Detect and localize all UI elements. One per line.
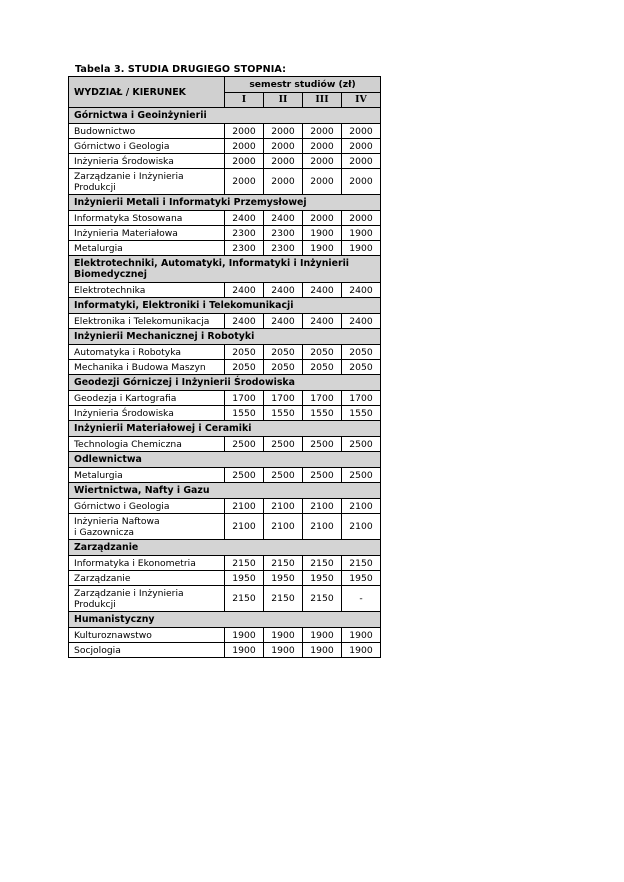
program-row bbox=[69, 139, 381, 154]
faculty-name: Wiertnictwa, Nafty i Gazu bbox=[69, 483, 381, 499]
faculty-row bbox=[69, 329, 381, 345]
fee-semester-4: 2000 bbox=[342, 169, 381, 195]
table-caption: Tabela 3. STUDIA DRUGIEGO STOPNIA: bbox=[75, 64, 287, 75]
fee-semester-1: 2400 bbox=[225, 211, 264, 226]
program-name: Mechanika i Budowa Maszyn bbox=[69, 360, 225, 375]
fee-semester-2: 2400 bbox=[264, 283, 303, 298]
fee-semester-3: 2050 bbox=[303, 360, 342, 375]
fee-semester-1: 2300 bbox=[225, 226, 264, 241]
fee-semester-4: 1900 bbox=[342, 241, 381, 256]
faculty-name: Zarządzanie bbox=[69, 540, 381, 556]
program-name: Inżynieria Materiałowa bbox=[69, 226, 225, 241]
fee-semester-3: 2400 bbox=[303, 314, 342, 329]
program-row bbox=[69, 241, 381, 256]
fee-semester-4: 2000 bbox=[342, 154, 381, 169]
fee-semester-2: 2000 bbox=[264, 124, 303, 139]
fee-semester-2: 2050 bbox=[264, 360, 303, 375]
fee-semester-3: 2150 bbox=[303, 586, 342, 612]
fee-semester-4: 2050 bbox=[342, 360, 381, 375]
faculty-row bbox=[69, 195, 381, 211]
program-row bbox=[69, 124, 381, 139]
fee-semester-1: 2000 bbox=[225, 139, 264, 154]
fee-semester-4: 2000 bbox=[342, 139, 381, 154]
fee-semester-2: 2000 bbox=[264, 154, 303, 169]
fee-semester-2: 2400 bbox=[264, 211, 303, 226]
program-name: Metalurgia bbox=[69, 241, 225, 256]
fee-semester-4: 1700 bbox=[342, 391, 381, 406]
fee-semester-1: 2000 bbox=[225, 169, 264, 195]
program-row bbox=[69, 628, 381, 643]
program-row bbox=[69, 406, 381, 421]
semester-header-4: IV bbox=[342, 92, 381, 108]
program-row bbox=[69, 514, 381, 540]
semester-group-header: semestr studiów (zł) bbox=[225, 77, 381, 93]
fee-semester-1: 1550 bbox=[225, 406, 264, 421]
program-row bbox=[69, 643, 381, 658]
fee-semester-3: 2400 bbox=[303, 283, 342, 298]
semester-header-2: II bbox=[264, 92, 303, 108]
fee-semester-2: 1950 bbox=[264, 571, 303, 586]
fee-semester-2: 2100 bbox=[264, 499, 303, 514]
fee-semester-2: 2000 bbox=[264, 169, 303, 195]
fee-semester-1: 2300 bbox=[225, 241, 264, 256]
fee-semester-2: 2500 bbox=[264, 437, 303, 452]
program-row bbox=[69, 586, 381, 612]
fee-semester-4: 2000 bbox=[342, 211, 381, 226]
fee-semester-3: 2500 bbox=[303, 468, 342, 483]
program-name: Technologia Chemiczna bbox=[69, 437, 225, 452]
fee-semester-3: 1900 bbox=[303, 628, 342, 643]
faculty-name: Humanistyczny bbox=[69, 612, 381, 628]
fee-semester-1: 2150 bbox=[225, 556, 264, 571]
fee-semester-2: 2400 bbox=[264, 314, 303, 329]
fee-semester-3: 1550 bbox=[303, 406, 342, 421]
faculty-row bbox=[69, 256, 381, 283]
program-name: Zarządzanie i Inżynieria Produkcji bbox=[69, 586, 225, 612]
fee-semester-3: 1900 bbox=[303, 643, 342, 658]
fee-semester-2: 2050 bbox=[264, 345, 303, 360]
fee-semester-1: 2000 bbox=[225, 124, 264, 139]
fee-semester-2: 1900 bbox=[264, 643, 303, 658]
program-name: Elektrotechnika bbox=[69, 283, 225, 298]
fee-semester-2: 2500 bbox=[264, 468, 303, 483]
fee-semester-4: 2500 bbox=[342, 437, 381, 452]
fee-semester-1: 1950 bbox=[225, 571, 264, 586]
program-name: Socjologia bbox=[69, 643, 225, 658]
faculty-row bbox=[69, 375, 381, 391]
faculty-row bbox=[69, 483, 381, 499]
program-name: Górnictwo i Geologia bbox=[69, 139, 225, 154]
faculty-name: Odlewnictwa bbox=[69, 452, 381, 468]
program-name: Zarządzanie i Inżynieria Produkcji bbox=[69, 169, 225, 195]
program-name: Elektronika i Telekomunikacja bbox=[69, 314, 225, 329]
program-row bbox=[69, 571, 381, 586]
program-row bbox=[69, 499, 381, 514]
semester-header-3: III bbox=[303, 92, 342, 108]
program-name: Informatyka i Ekonometria bbox=[69, 556, 225, 571]
fee-semester-4: 2100 bbox=[342, 514, 381, 540]
fee-semester-3: 2500 bbox=[303, 437, 342, 452]
program-name: Inżynieria Środowiska bbox=[69, 406, 225, 421]
table-header bbox=[69, 77, 381, 108]
fee-semester-4: 2500 bbox=[342, 468, 381, 483]
fee-semester-4: 2050 bbox=[342, 345, 381, 360]
program-row bbox=[69, 283, 381, 298]
fee-semester-4: - bbox=[342, 586, 381, 612]
faculty-column-header: WYDZIAŁ / KIERUNEK bbox=[69, 77, 225, 108]
program-name: Automatyka i Robotyka bbox=[69, 345, 225, 360]
fee-semester-1: 1700 bbox=[225, 391, 264, 406]
fee-semester-1: 2100 bbox=[225, 499, 264, 514]
fee-semester-4: 1900 bbox=[342, 628, 381, 643]
semester-header-1: I bbox=[225, 92, 264, 108]
fee-semester-4: 1900 bbox=[342, 643, 381, 658]
fee-semester-4: 1550 bbox=[342, 406, 381, 421]
fee-semester-3: 2000 bbox=[303, 154, 342, 169]
program-row bbox=[69, 437, 381, 452]
fee-semester-4: 1950 bbox=[342, 571, 381, 586]
program-row bbox=[69, 314, 381, 329]
fees-table bbox=[68, 76, 381, 658]
faculty-name: Elektrotechniki, Automatyki, Informatyki i Inżynierii Biomedycznej bbox=[69, 256, 381, 283]
fee-semester-2: 2100 bbox=[264, 514, 303, 540]
fee-semester-2: 1550 bbox=[264, 406, 303, 421]
fee-semester-2: 2150 bbox=[264, 586, 303, 612]
program-name: Inżynieria Środowiska bbox=[69, 154, 225, 169]
fee-semester-4: 2150 bbox=[342, 556, 381, 571]
fee-semester-3: 2100 bbox=[303, 514, 342, 540]
fee-semester-3: 2150 bbox=[303, 556, 342, 571]
faculty-name: Inżynierii Materiałowej i Ceramiki bbox=[69, 421, 381, 437]
fee-semester-3: 1700 bbox=[303, 391, 342, 406]
fee-semester-1: 2150 bbox=[225, 586, 264, 612]
fee-semester-3: 2000 bbox=[303, 169, 342, 195]
program-row bbox=[69, 468, 381, 483]
fee-semester-2: 2150 bbox=[264, 556, 303, 571]
program-row bbox=[69, 360, 381, 375]
fee-semester-3: 2000 bbox=[303, 211, 342, 226]
fee-semester-4: 2400 bbox=[342, 283, 381, 298]
program-name: Górnictwo i Geologia bbox=[69, 499, 225, 514]
faculty-name: Inżynierii Metali i Informatyki Przemysłowej bbox=[69, 195, 381, 211]
faculty-row bbox=[69, 421, 381, 437]
fee-semester-4: 1900 bbox=[342, 226, 381, 241]
faculty-name: Geodezji Górniczej i Inżynierii Środowiska bbox=[69, 375, 381, 391]
fee-semester-3: 2100 bbox=[303, 499, 342, 514]
program-row bbox=[69, 169, 381, 195]
faculty-row bbox=[69, 108, 381, 124]
fee-semester-3: 1900 bbox=[303, 241, 342, 256]
program-name: Informatyka Stosowana bbox=[69, 211, 225, 226]
program-row bbox=[69, 391, 381, 406]
faculty-row bbox=[69, 452, 381, 468]
fee-semester-2: 2000 bbox=[264, 139, 303, 154]
fee-semester-2: 2300 bbox=[264, 226, 303, 241]
program-row bbox=[69, 226, 381, 241]
fee-semester-1: 2050 bbox=[225, 360, 264, 375]
program-row bbox=[69, 345, 381, 360]
fee-semester-4: 2000 bbox=[342, 124, 381, 139]
fee-semester-3: 2050 bbox=[303, 345, 342, 360]
fee-semester-3: 2000 bbox=[303, 139, 342, 154]
fee-semester-3: 2000 bbox=[303, 124, 342, 139]
table-body bbox=[69, 108, 381, 658]
program-name: Geodezja i Kartografia bbox=[69, 391, 225, 406]
fee-semester-4: 2400 bbox=[342, 314, 381, 329]
faculty-row bbox=[69, 612, 381, 628]
fee-semester-2: 1700 bbox=[264, 391, 303, 406]
faculty-name: Informatyki, Elektroniki i Telekomunikacji bbox=[69, 298, 381, 314]
fee-semester-1: 2400 bbox=[225, 283, 264, 298]
program-name: Inżynieria Naftowa i Gazownicza bbox=[69, 514, 225, 540]
program-name: Kulturoznawstwo bbox=[69, 628, 225, 643]
faculty-row bbox=[69, 540, 381, 556]
faculty-row bbox=[69, 298, 381, 314]
fee-semester-1: 1900 bbox=[225, 643, 264, 658]
program-row bbox=[69, 211, 381, 226]
fee-semester-1: 2500 bbox=[225, 437, 264, 452]
program-name: Budownictwo bbox=[69, 124, 225, 139]
fee-semester-4: 2100 bbox=[342, 499, 381, 514]
fee-semester-1: 2100 bbox=[225, 514, 264, 540]
faculty-name: Inżynierii Mechanicznej i Robotyki bbox=[69, 329, 381, 345]
fee-semester-2: 2300 bbox=[264, 241, 303, 256]
program-row bbox=[69, 154, 381, 169]
fee-semester-1: 2500 bbox=[225, 468, 264, 483]
fee-semester-1: 2050 bbox=[225, 345, 264, 360]
fee-semester-1: 2400 bbox=[225, 314, 264, 329]
fee-semester-3: 1900 bbox=[303, 226, 342, 241]
fee-semester-1: 1900 bbox=[225, 628, 264, 643]
faculty-name: Górnictwa i Geoinżynierii bbox=[69, 108, 381, 124]
program-name: Metalurgia bbox=[69, 468, 225, 483]
fee-semester-2: 1900 bbox=[264, 628, 303, 643]
program-name: Zarządzanie bbox=[69, 571, 225, 586]
fee-semester-1: 2000 bbox=[225, 154, 264, 169]
fee-semester-3: 1950 bbox=[303, 571, 342, 586]
program-row bbox=[69, 556, 381, 571]
